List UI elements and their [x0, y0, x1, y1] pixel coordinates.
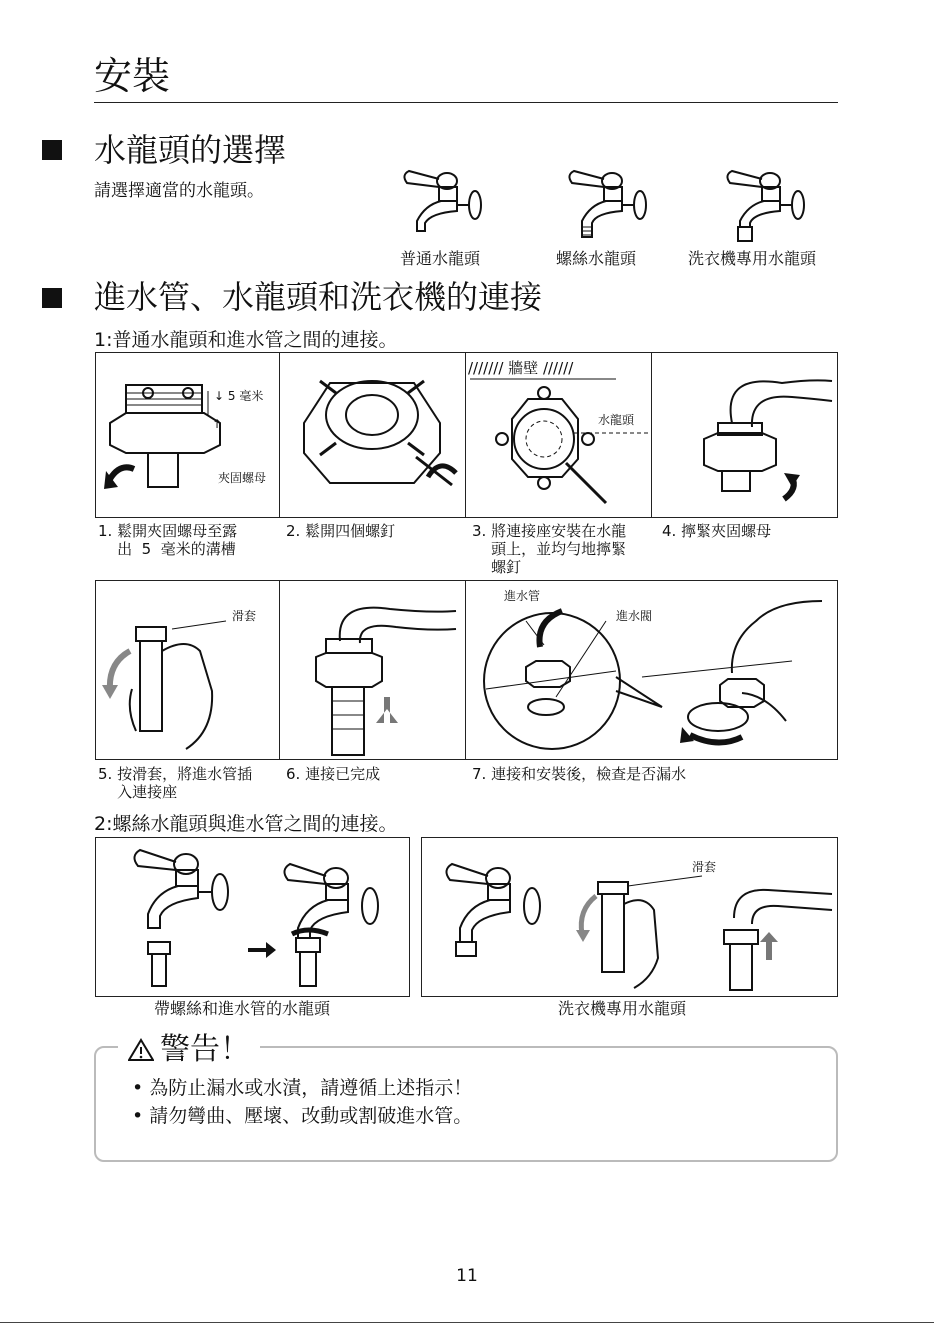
mm-up-arrow: ↑: [212, 417, 223, 431]
step4-caption: 4. 擰緊夾固螺母: [662, 522, 772, 540]
section-marker: [42, 288, 62, 308]
faucet-type-washer: 洗衣機專用水龍頭: [688, 249, 817, 268]
inlet-valve-label: 進水閥: [616, 609, 653, 623]
washer-faucet-panel: [421, 837, 838, 997]
washer-faucet-icon: [718, 165, 818, 247]
clamp-nut-label: 夾固螺母: [218, 471, 267, 485]
warning-triangle-icon: [128, 1038, 154, 1062]
faucet-selection-heading: 水龍頭的選擇: [94, 131, 287, 169]
part2-heading: 2:螺絲水龍頭與進水管之間的連接。: [94, 813, 398, 835]
threaded-faucet-caption: 帶螺絲和進水管的水龍頭: [154, 999, 331, 1018]
step6-illustration: [280, 581, 466, 759]
step2-caption: 2. 鬆開四個螺釘: [286, 522, 396, 540]
page-number: 11: [456, 1266, 478, 1286]
connection-heading: 進水管、水龍頭和洗衣機的連接: [94, 278, 543, 316]
sleeve-label-part2: 滑套: [692, 860, 717, 874]
normal-faucet-icon: [395, 165, 495, 247]
step5-caption: 5. 按滑套，將進水管插 入連接座: [98, 765, 253, 801]
step4-illustration: [652, 353, 837, 517]
title-divider: [94, 102, 838, 103]
step6-caption: 6. 連接已完成: [286, 765, 381, 783]
step1-illustration: [96, 353, 280, 517]
step5-illustration: [96, 581, 280, 759]
step1-caption: 1. 鬆開夾固螺母至露 出 5 毫米的溝槽: [98, 522, 238, 558]
mm-label: 5 毫米: [227, 389, 264, 403]
inlet-hose-label: 進水管: [504, 589, 541, 603]
threaded-faucet-panel: [95, 837, 410, 997]
warning-title: 警告！: [160, 1032, 250, 1067]
warning-bullet: • 請勿彎曲、壓壞、改動或割破進水管。: [132, 1105, 473, 1127]
wall-label: 牆壁: [508, 359, 539, 377]
step3-illustration: [466, 353, 652, 517]
warning-bullet-text: 為防止漏水或水漬，請遵循上述指示！: [149, 1077, 473, 1099]
step7-caption: 7. 連接和安裝後，檢查是否漏水: [472, 765, 687, 783]
part1-heading: 1:普通水龍頭和進水管之間的連接。: [94, 329, 398, 351]
step3-caption: 3. 將連接座安裝在水龍 頭上，並均勻地擰緊 螺釘: [472, 522, 627, 576]
faucet-type-threaded: 螺絲水龍頭: [556, 249, 637, 268]
wall-hatch-right: //////: [538, 359, 574, 377]
step-row-2: [95, 580, 838, 760]
wall-hatch-left: ///////: [468, 359, 509, 377]
bottom-divider: [0, 1322, 934, 1323]
step7-illustration: [466, 581, 837, 759]
warning-bullet: • 為防止漏水或水漬，請遵循上述指示！: [132, 1077, 473, 1099]
warning-bullet-text: 請勿彎曲、壓壞、改動或割破進水管。: [149, 1105, 473, 1127]
sleeve-label-step5: 滑套: [232, 609, 257, 623]
section-marker: [42, 140, 62, 160]
faucet-label: 水龍頭: [598, 413, 635, 427]
faucet-selection-instruction: 請選擇適當的水龍頭。: [94, 181, 264, 201]
mm-down-arrow: ↓: [214, 389, 225, 403]
faucet-type-normal: 普通水龍頭: [400, 249, 481, 268]
step2-illustration: [280, 353, 466, 517]
washer-faucet-caption: 洗衣機專用水龍頭: [558, 999, 687, 1018]
page-title: 安裝: [94, 54, 171, 98]
threaded-faucet-icon: [560, 165, 660, 247]
warning-header: [118, 1032, 260, 1068]
step-row-1: [95, 352, 838, 518]
